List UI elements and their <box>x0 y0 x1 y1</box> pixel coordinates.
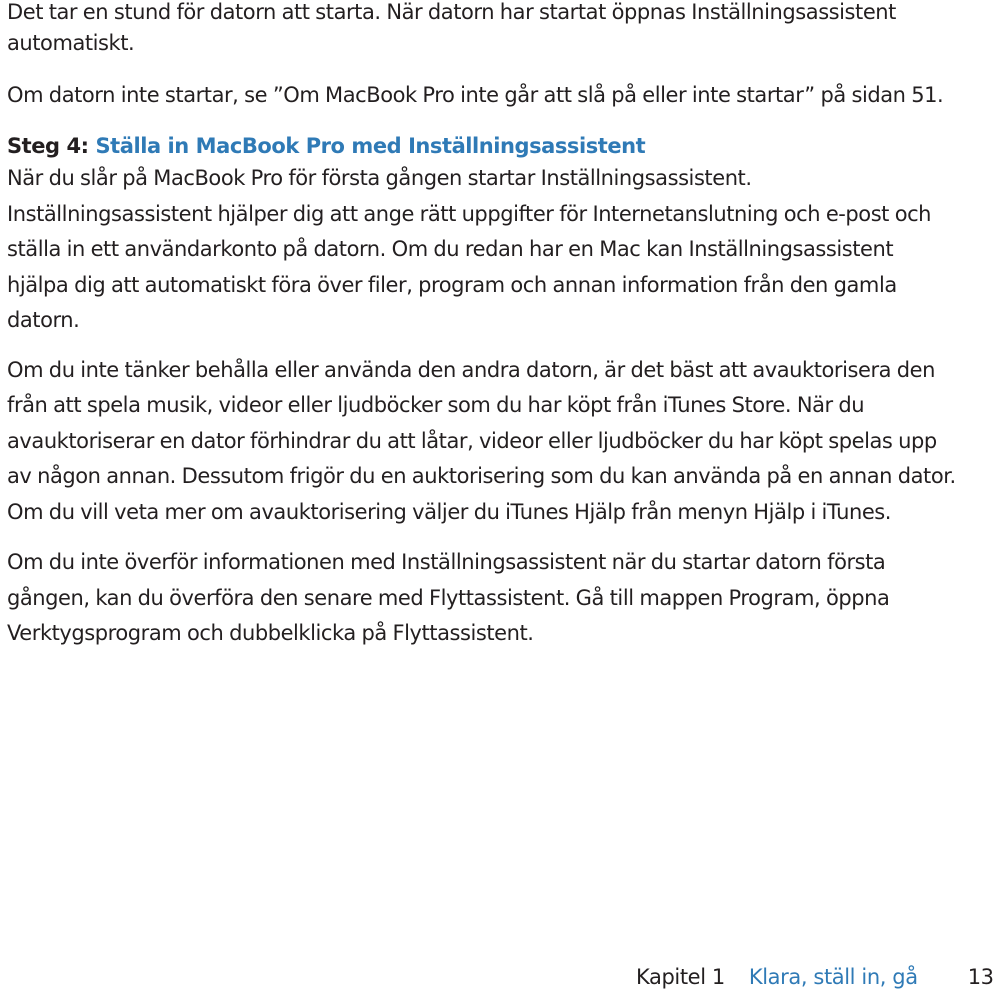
paragraph-deauthorize: Om du inte tänker behålla eller använda den andra datorn, är det bäst att avauktorisera den från att spela musik, videor eller ljudböcker som du har köpt från iTunes Store. När du avauktoriserar en dator förhindrar du att låtar, videor eller ljudböcker du har köpt spelas upp av någon annan. Dessutom frigör du en auktorisering som du kan använda på en annan dator. Om du vill veta mer om avauktorisering väljer du iTunes Hjälp från menyn Hjälp i iTunes. <box>7 357 956 524</box>
step-label: Steg 4: <box>7 134 89 158</box>
paragraph-setup-assistant: När du slår på MacBook Pro för första gången startar Inställningsassistent. Inställningsassistent hjälper dig att ange rätt uppgifter för Internetanslutning och e-post och ställa in ett användarkonto på datorn. Om du redan har en Mac kan Inställningsassistent hjälpa dig att automatiskt föra över filer, program och annan information från den gamla datorn. <box>7 166 932 332</box>
footer-page-number: 13 <box>967 965 994 989</box>
paragraph-startup: Det tar en stund för datorn att starta. När datorn har startat öppnas Inställningsassistent automatiskt. <box>7 0 896 55</box>
footer-chapter: Kapitel 1 <box>636 965 725 989</box>
intro-section <box>7 0 957 111</box>
footer-chapter-title: Klara, ställ in, gå <box>748 965 918 989</box>
document-page <box>7 0 957 652</box>
paragraph-migration: Om du inte överför informationen med Inställningsassistent när du startar datorn första gången, kan du överföra den senare med Flyttassistent. Gå till mappen Program, öppna Verktygsprogram och dubbelklicka på Flyttassistent. <box>7 550 890 645</box>
section-heading <box>7 131 957 161</box>
paragraph-troubleshoot: Om datorn inte startar, se ”Om MacBook Pro inte går att slå på eller inte startar” på sidan 51. <box>7 83 944 107</box>
page-footer <box>636 962 994 992</box>
step-title: Ställa in MacBook Pro med Inställningsassistent <box>95 134 646 158</box>
body-section <box>7 161 957 652</box>
